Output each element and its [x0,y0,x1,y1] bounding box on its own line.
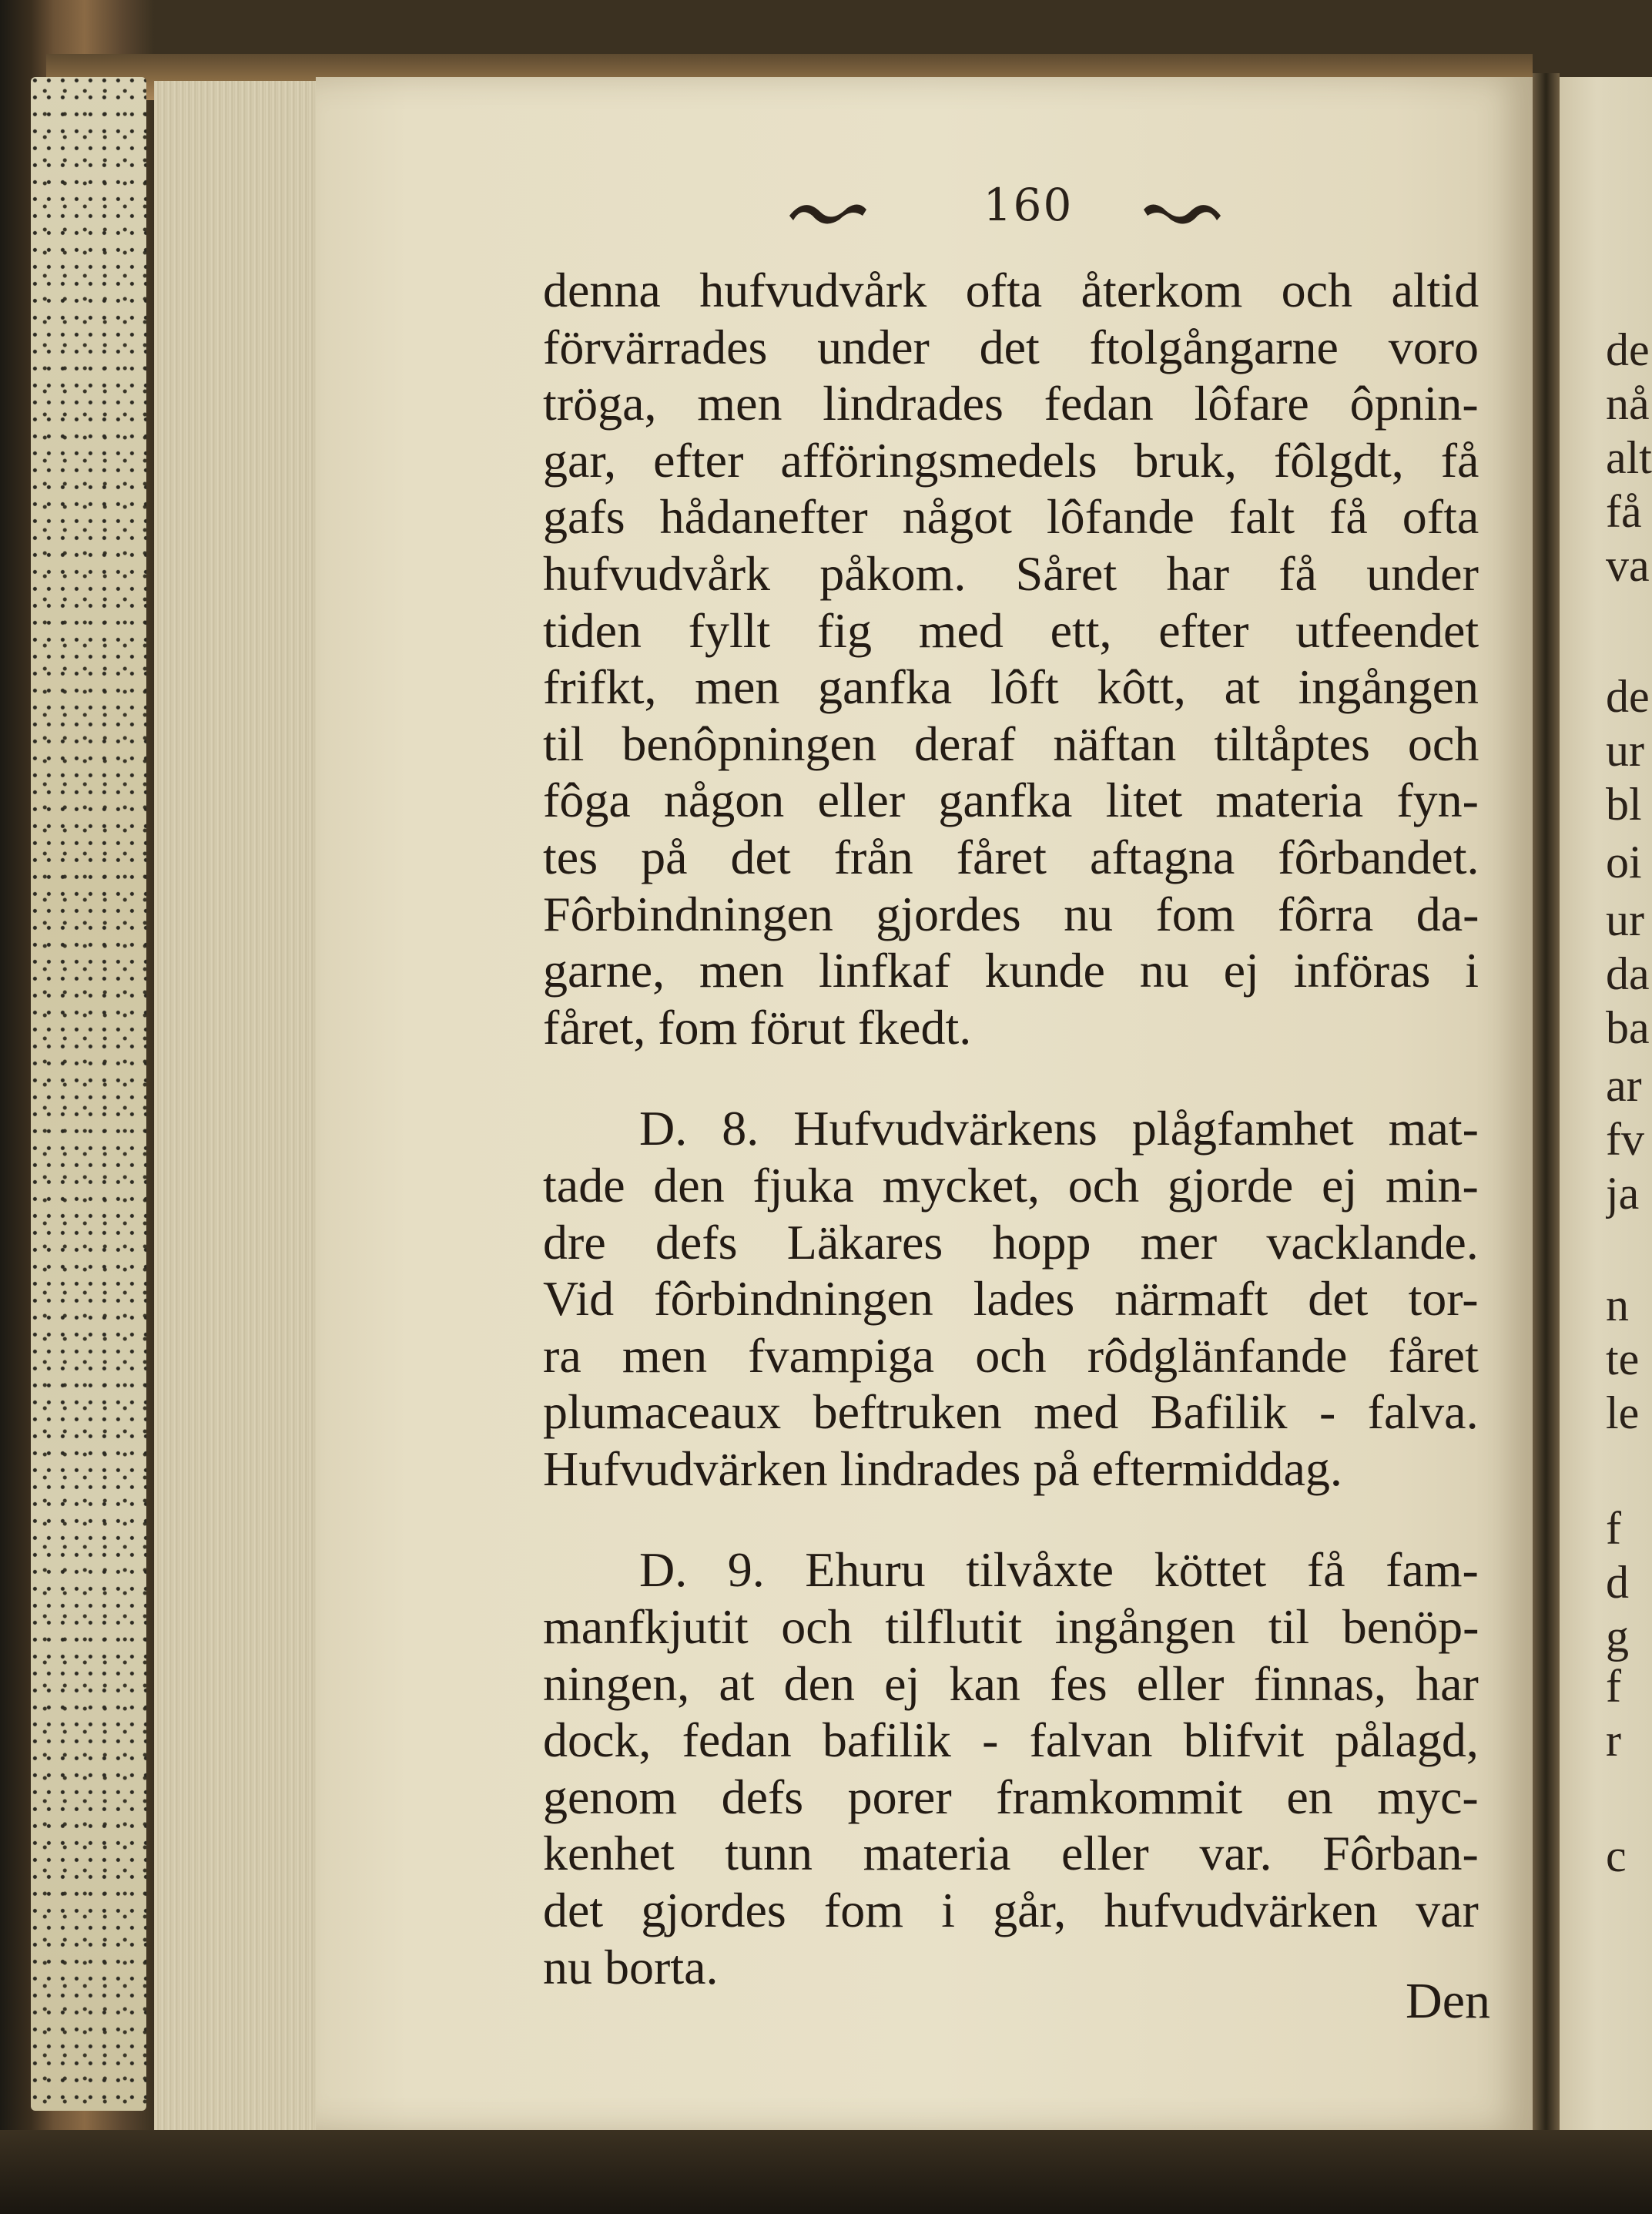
page-edges [154,81,323,2130]
text-line: dre defs Läkares hopp mer vacklande. [543,1214,1479,1270]
facing-page-fragment: f [1606,1503,1621,1554]
bottom-shadow [0,2130,1652,2214]
facing-page-fragment: ja [1606,1168,1640,1219]
facing-page-fragment: fv [1606,1114,1644,1165]
right-ornament-icon [1140,193,1225,231]
paragraph-3 [543,1541,1479,1995]
text-line: garne, men linfkaf kunde nu ej införas i [543,943,1479,998]
text-line: til benôpningen deraf näftan tiltåptes och [543,716,1479,771]
facing-page-fragment: c [1606,1830,1627,1881]
text-line: Vid fôrbindningen lades närmaft det tor- [543,1271,1479,1327]
facing-page-fragment: d [1606,1557,1629,1608]
text-line: denna hufvudvårk ofta återkom och altid [543,263,1479,317]
text-line: tade den fjuka mycket, och gjorde ej min- [543,1157,1479,1213]
facing-page-fragment: g [1606,1611,1629,1662]
facing-page-fragment: da [1606,948,1650,999]
text-line: förvärrades under det ftolgångarne voro [543,319,1479,374]
page-body [543,262,1479,1995]
text-line: tiden fyllt fig med ett, efter utfeendet [543,602,1479,658]
facing-page-fragment: alt [1606,432,1652,483]
facing-page-fragment: de [1606,324,1650,375]
text-line: D. 9. Ehuru tilvåxte köttet få fam- [639,1542,1479,1598]
text-line: nu borta. [543,1939,719,1994]
text-line: gar, efter afföringsmedels bruk, fôlgdt, få [543,432,1479,488]
text-line: Hufvudvärken lindrades på eftermiddag. [543,1441,1342,1496]
text-line: tes på det från fåret aftagna fôrbandet. [543,829,1479,884]
text-line: frifkt, men ganfka lôft kôtt, at ingången [543,659,1479,715]
facing-page-fragment: få [1606,486,1642,537]
facing-page-fragment: oi [1606,837,1642,887]
text-line: manfkjutit och tilflutit ingången til benöp- [543,1599,1479,1655]
text-line: hufvudvårk påkom. Såret har få under [543,545,1479,601]
facing-page-fragment: n [1606,1280,1629,1330]
book-gutter [1533,73,1560,2138]
text-line: fôga någon eller ganfka litet materia fyn- [543,773,1479,828]
paragraph-1 [543,262,1479,1055]
running-head [770,179,1271,248]
facing-page-fragment: de [1606,671,1650,722]
facing-page-fragment: te [1606,1333,1640,1384]
text-line: det gjordes fom i går, hufvudvärken var [543,1883,1479,1938]
marbled-endpaper [31,77,146,2111]
left-ornament-icon [786,193,870,231]
text-line: genom defs porer framkommit en myc- [543,1769,1479,1824]
facing-page-fragment: va [1606,540,1650,591]
text-line: kenhet tunn materia eller var. Fôrban- [543,1826,1479,1881]
text-line: tröga, men lindrades fedan lôfare ôpnin- [543,376,1479,431]
facing-page-fragment: ar [1606,1060,1642,1111]
text-line: gafs hådanefter något lôfande falt få ofta [543,489,1479,545]
page-number: 160 [983,179,1074,231]
facing-page-fragment: r [1606,1715,1621,1766]
facing-page-fragment: ba [1606,1002,1650,1053]
text-line: ra men fvampiga och rôdglänfande fåret [543,1327,1479,1383]
text-line: fåret, fom förut fkedt. [543,999,972,1055]
text-line: dock, fedan bafilik - falvan blifvit pålagd, [543,1712,1479,1768]
text-line: D. 8. Hufvudvärkens plågfamhet mat- [639,1101,1479,1156]
facing-page-fragment: f [1606,1661,1621,1712]
paragraph-2 [543,1100,1479,1497]
text-line: ningen, at den ej kan fes eller finnas, har [543,1655,1479,1711]
catchword: Den [1406,1973,1490,2029]
text-line: Fôrbindningen gjordes nu fom fôrra da- [543,886,1479,941]
text-line: plumaceaux beftruken med Bafilik - falva. [543,1384,1479,1440]
facing-page-fragment: bl [1606,779,1642,830]
facing-page-fragment: ur [1606,725,1644,776]
facing-page-fragment: le [1606,1387,1640,1438]
facing-page-fragment: nå [1606,378,1650,429]
facing-page-fragment: ur [1606,894,1644,945]
